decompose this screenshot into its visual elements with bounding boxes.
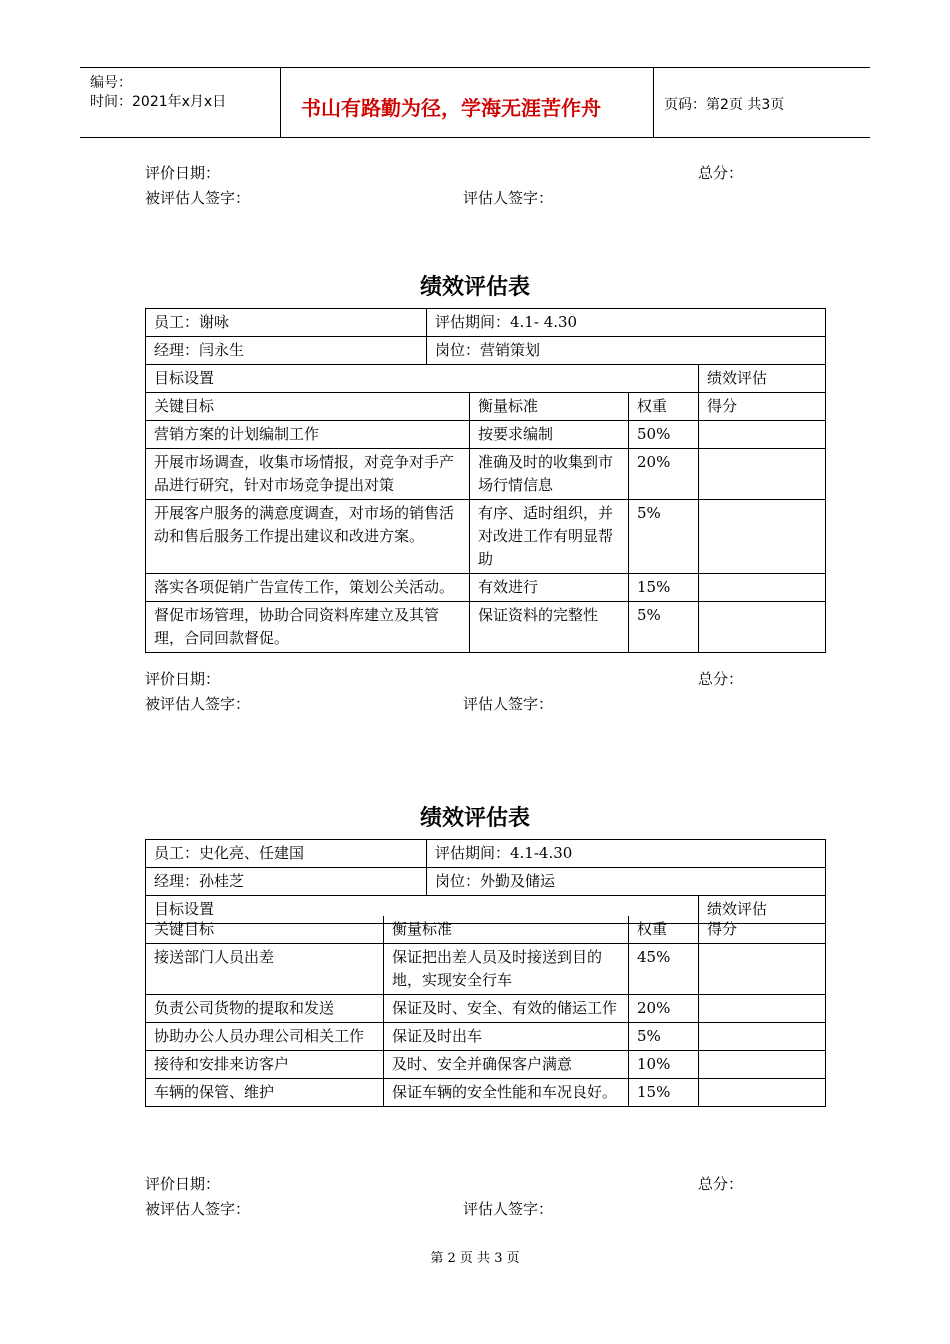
total-label: 总分：	[698, 670, 744, 688]
header-motto-cell	[281, 68, 654, 137]
table-row	[146, 995, 826, 1023]
period-cell: 评估期间：4.1- 4.30	[427, 309, 826, 337]
score-cell[interactable]	[699, 449, 826, 500]
period-cell: 评估期间：4.1-4.30	[427, 840, 826, 868]
evaluator-sign-label: 评估人签字：	[463, 695, 554, 713]
measure: 保证及时出车	[384, 1023, 629, 1051]
measure: 有序、适时组织，并对改进工作有明显帮助	[470, 500, 629, 574]
page-info: 页码：第2页 共3页	[664, 97, 785, 113]
page-footer: 第 2 页 共 3 页	[430, 1251, 520, 1266]
manager-cell: 经理：闫永生	[146, 337, 427, 365]
measure: 按要求编制	[470, 421, 629, 449]
score-cell[interactable]	[699, 1051, 826, 1079]
key-goal: 车辆的保管、维护	[146, 1079, 384, 1107]
form-title: 绩效评估表	[419, 274, 530, 300]
score-cell[interactable]	[699, 1023, 826, 1051]
col-score-header: 得分	[699, 393, 826, 421]
score-cell[interactable]	[699, 995, 826, 1023]
col-measure-header: 衡量标准	[470, 393, 629, 421]
eval-date-label: 评价日期：	[145, 164, 221, 182]
measure: 保证车辆的安全性能和车况良好。	[384, 1079, 629, 1107]
measure: 保证把出差人员及时接送到目的地，实现安全行车	[384, 944, 629, 995]
col-score-header: 得分	[699, 916, 826, 944]
col-weight-header: 权重	[629, 393, 699, 421]
document-header	[80, 67, 870, 138]
table-row	[146, 1051, 826, 1079]
measure: 保证资料的完整性	[470, 602, 629, 653]
evaluator-sign-label: 评估人签字：	[463, 1200, 554, 1218]
key-goal: 接待和安排来访客户	[146, 1051, 384, 1079]
key-goal: 负责公司货物的提取和发送	[146, 995, 384, 1023]
score-cell[interactable]	[699, 421, 826, 449]
manager-cell: 经理：孙桂芝	[146, 868, 427, 896]
key-goal: 接送部门人员出差	[146, 944, 384, 995]
key-goal: 开展市场调查，收集市场情报，对竞争对手产品进行研究，针对市场竞争提出对策	[146, 449, 470, 500]
weight: 15%	[629, 574, 699, 602]
key-goal: 落实各项促销广告宣传工作，策划公关活动。	[146, 574, 470, 602]
evaluator-sign-label: 评估人签字：	[463, 189, 554, 207]
position-cell: 岗位：外勤及储运	[427, 868, 826, 896]
header-meta	[80, 68, 281, 137]
weight: 15%	[629, 1079, 699, 1107]
weight: 10%	[629, 1051, 699, 1079]
employee-cell: 员工：谢咏	[146, 309, 427, 337]
goal-setting-header: 目标设置	[146, 365, 699, 393]
total-label: 总分：	[698, 1175, 744, 1193]
weight: 5%	[629, 500, 699, 574]
key-goal: 营销方案的计划编制工作	[146, 421, 470, 449]
goal-setting-header: 目标设置	[146, 896, 699, 924]
table-row	[146, 1023, 826, 1051]
performance-eval-header: 绩效评估	[699, 896, 826, 924]
key-goal: 开展客户服务的满意度调查，对市场的销售活动和售后服务工作提出建议和改进方案。	[146, 500, 470, 574]
weight: 5%	[629, 602, 699, 653]
weight: 50%	[629, 421, 699, 449]
form-title: 绩效评估表	[419, 805, 530, 831]
measure: 及时、安全并确保客户满意	[384, 1051, 629, 1079]
position-cell: 岗位：营销策划	[427, 337, 826, 365]
motto: 书山有路勤为径，学海无涯苦作舟	[301, 96, 601, 120]
number-label: 编号：	[90, 75, 132, 91]
table-row	[146, 449, 826, 500]
evaluatee-sign-label: 被评估人签字：	[145, 189, 251, 207]
measure: 保证及时、安全、有效的储运工作	[384, 995, 629, 1023]
key-goal: 协助办公人员办理公司相关工作	[146, 1023, 384, 1051]
col-key-header: 关键目标	[146, 916, 384, 944]
score-cell[interactable]	[699, 500, 826, 574]
score-cell[interactable]	[699, 574, 826, 602]
measure: 有效进行	[470, 574, 629, 602]
table-row	[146, 1079, 826, 1107]
table-row	[146, 944, 826, 995]
weight: 45%	[629, 944, 699, 995]
col-measure-header: 衡量标准	[384, 916, 629, 944]
score-cell[interactable]	[699, 602, 826, 653]
weight: 5%	[629, 1023, 699, 1051]
table-row	[146, 602, 826, 653]
table-row	[146, 500, 826, 574]
key-goal: 督促市场管理，协助合同资料库建立及其管理，合同回款督促。	[146, 602, 470, 653]
col-key-header: 关键目标	[146, 393, 470, 421]
evaluation-table	[145, 839, 826, 924]
evaluatee-sign-label: 被评估人签字：	[145, 1200, 251, 1218]
evaluation-table-body	[145, 916, 826, 1107]
time-label: 时间：2021年x月x日	[90, 94, 227, 110]
score-cell[interactable]	[699, 1079, 826, 1107]
performance-eval-header: 绩效评估	[699, 365, 826, 393]
employee-cell: 员工：史化亮、任建国	[146, 840, 427, 868]
measure: 准确及时的收集到市场行情信息	[470, 449, 629, 500]
eval-date-label: 评价日期：	[145, 1175, 221, 1193]
col-weight-header: 权重	[629, 916, 699, 944]
table-row	[146, 574, 826, 602]
total-label: 总分：	[698, 164, 744, 182]
weight: 20%	[629, 995, 699, 1023]
evaluatee-sign-label: 被评估人签字：	[145, 695, 251, 713]
score-cell[interactable]	[699, 944, 826, 995]
weight: 20%	[629, 449, 699, 500]
table-row	[146, 421, 826, 449]
eval-date-label: 评价日期：	[145, 670, 221, 688]
evaluation-table	[145, 308, 826, 653]
